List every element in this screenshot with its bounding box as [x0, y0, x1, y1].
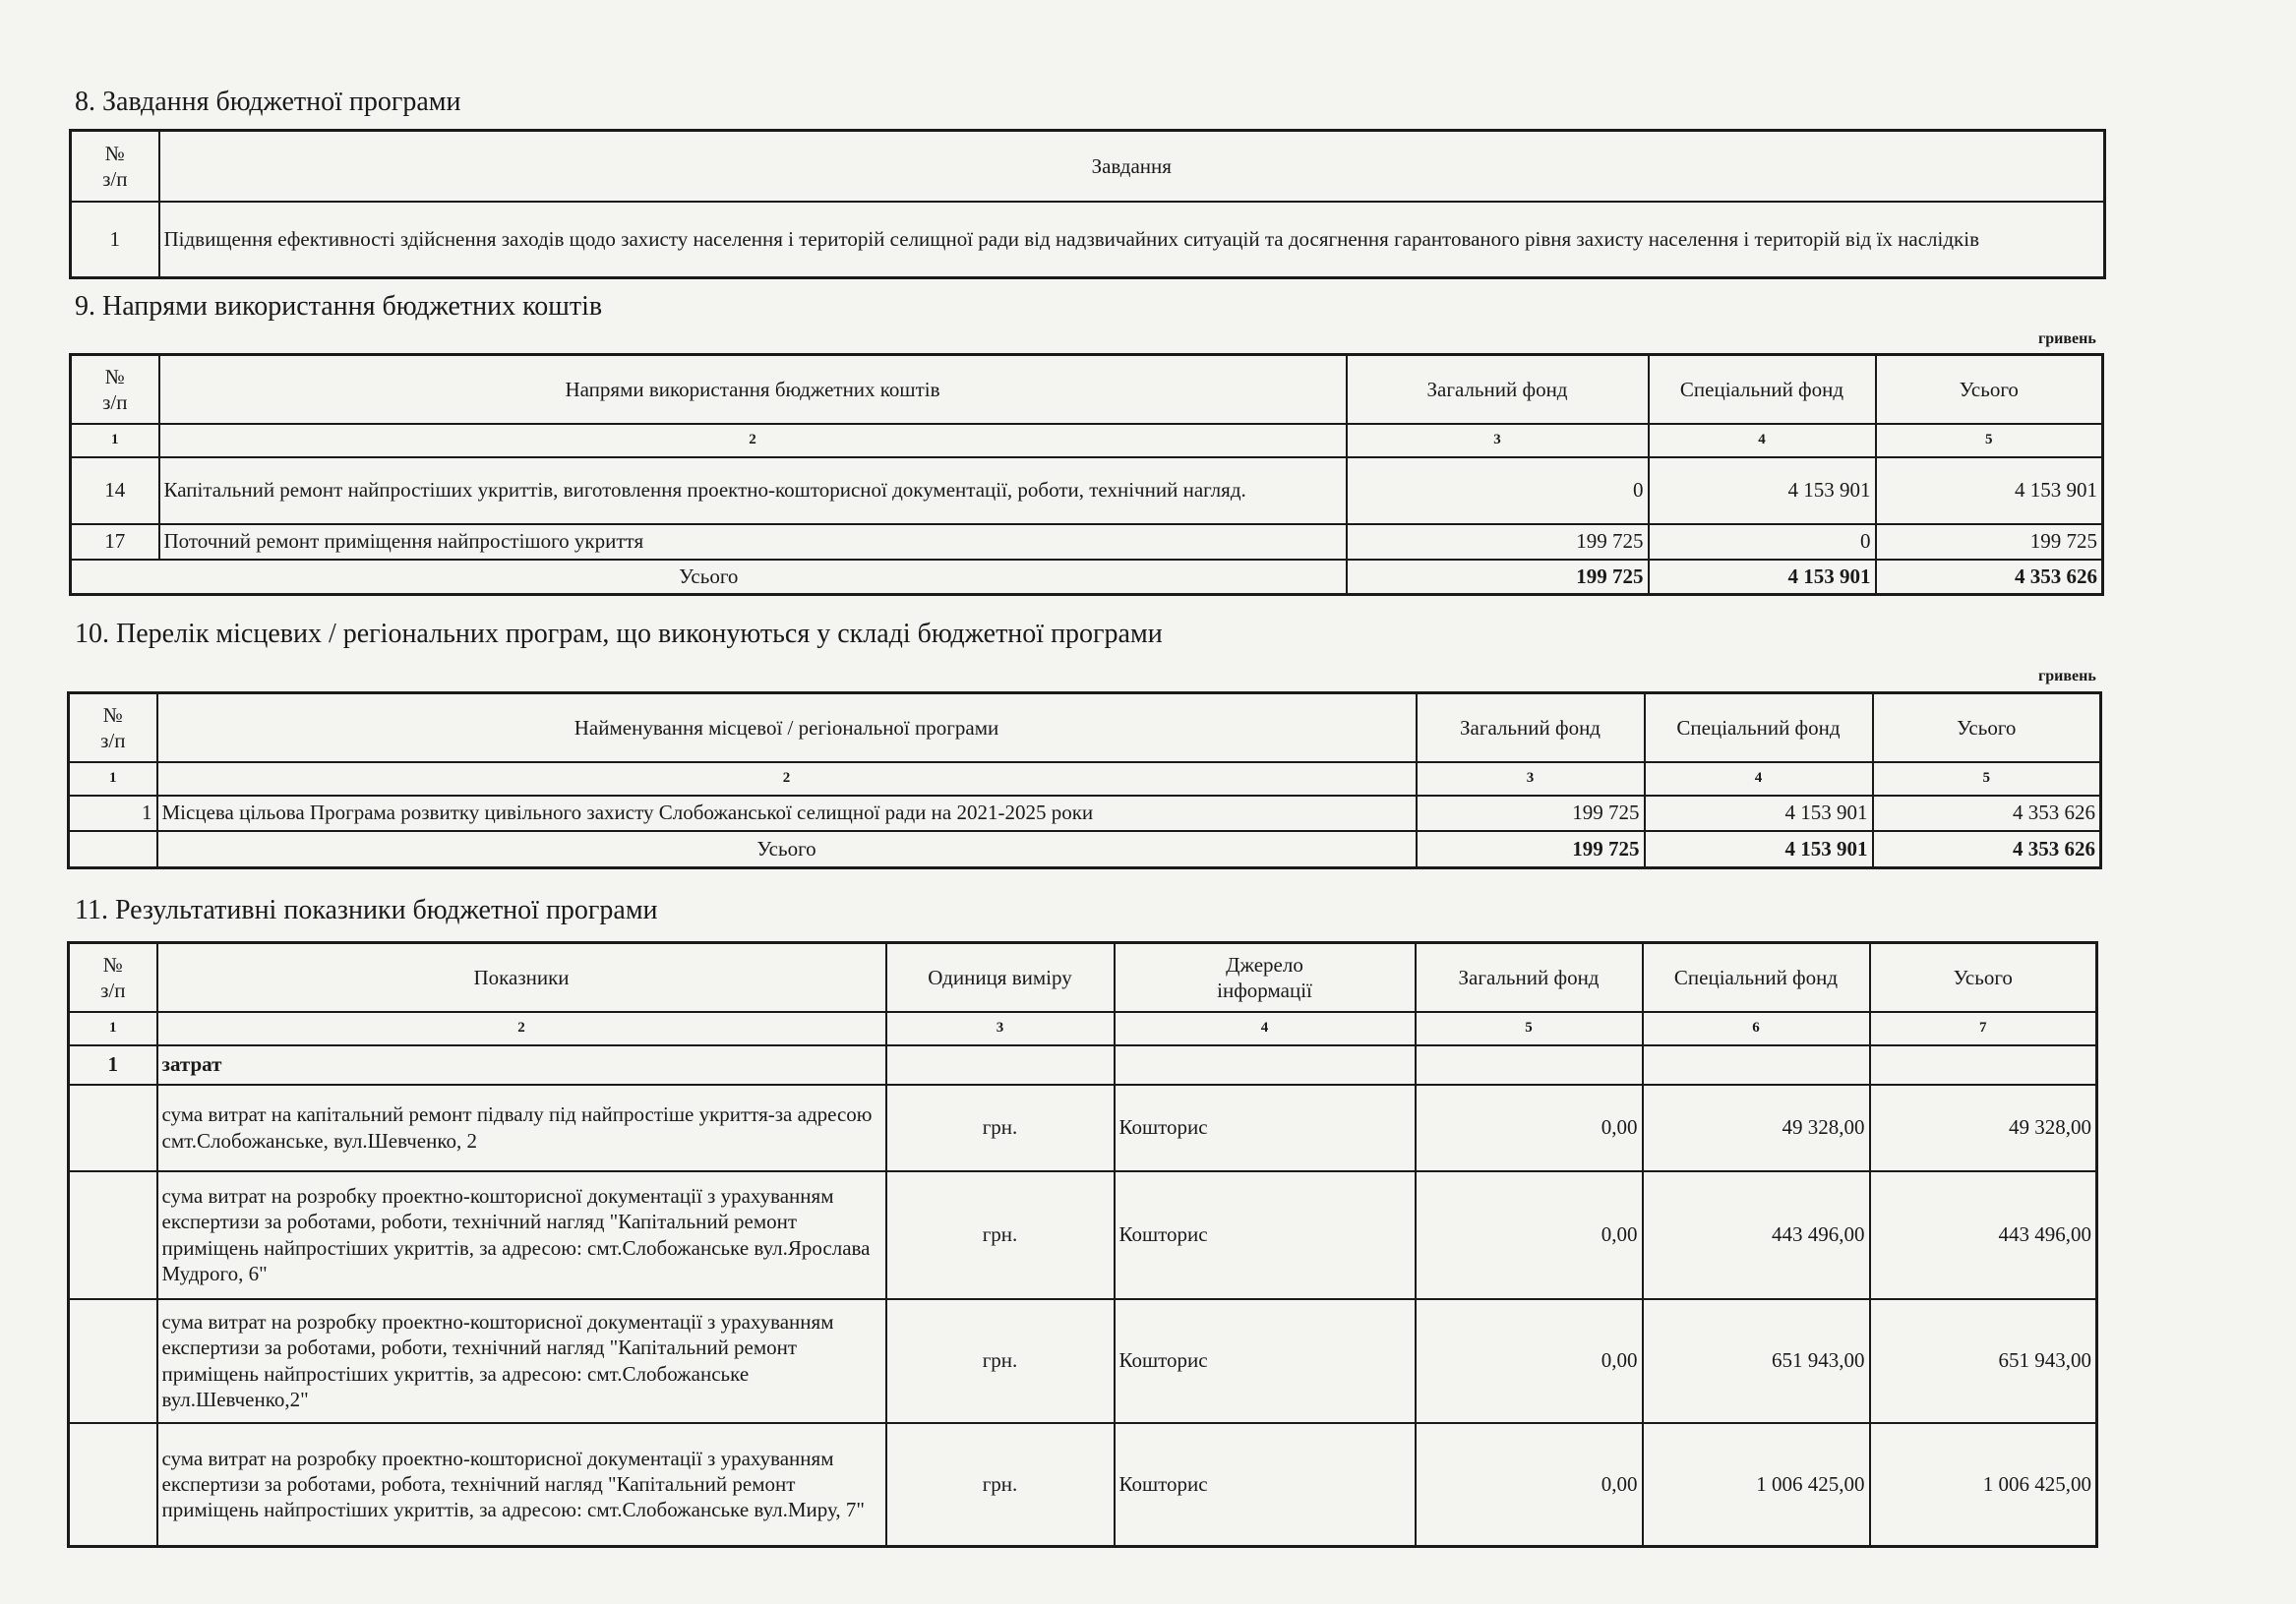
source-value: Кошторис — [1115, 1423, 1416, 1547]
total-row — [69, 831, 2101, 868]
budget-directions-table — [69, 353, 2104, 596]
performance-indicators-table — [67, 941, 2098, 1548]
col-index: 5 — [1876, 424, 2103, 457]
col-index: 1 — [71, 424, 159, 457]
section-11-title: 11. Результативні показники бюджетної програми — [75, 895, 658, 925]
total-special-fund: 4 153 901 — [1649, 560, 1876, 595]
header-num: № з/п — [69, 693, 157, 762]
col-index: 1 — [69, 1012, 157, 1045]
header-program-name: Найменування місцевої / регіональної програми — [157, 693, 1417, 762]
row-num: 14 — [71, 457, 159, 524]
table-row — [69, 796, 2101, 831]
col-index: 5 — [1416, 1012, 1643, 1045]
total-label: Усього — [157, 831, 1417, 868]
group-label: затрат — [157, 1045, 886, 1085]
row-num: 1 — [69, 796, 157, 831]
special-fund-value: 49 328,00 — [1643, 1085, 1870, 1171]
general-fund-value: 0 — [1347, 457, 1649, 524]
unit-value: грн. — [886, 1171, 1115, 1299]
total-value: 49 328,00 — [1870, 1085, 2097, 1171]
header-general-fund: Загальний фонд — [1416, 943, 1643, 1012]
total-value: 4 353 626 — [1873, 796, 2101, 831]
table-row — [71, 524, 2103, 560]
column-index-row — [69, 1012, 2097, 1045]
section-10-title: 10. Перелік місцевих / регіональних програм, що виконуються у складі бюджетної програми — [75, 619, 1163, 649]
special-fund-value: 4 153 901 — [1649, 457, 1876, 524]
total-general-fund: 199 725 — [1417, 831, 1645, 868]
indicator-text: сума витрат на розробку проектно-кошторисної документації з урахуванням експертизи за роботами, робота, технічний нагляд "Капітальний ремонт приміщень найпростіших укриттів, за адресою: смт.Слобожанське вул.Миру, 7" — [157, 1423, 886, 1547]
tasks-table — [69, 129, 2106, 279]
unit-value: грн. — [886, 1423, 1115, 1547]
unit-value: грн. — [886, 1299, 1115, 1423]
col-index: 1 — [69, 762, 157, 796]
group-row — [69, 1045, 2097, 1085]
general-fund-value: 199 725 — [1347, 524, 1649, 560]
header-total: Усього — [1876, 355, 2103, 424]
total-value: 1 006 425,00 — [1870, 1423, 2097, 1547]
direction-name: Поточний ремонт приміщення найпростішого укриття — [159, 524, 1347, 560]
table-row — [69, 1171, 2097, 1299]
header-indicator: Показники — [157, 943, 886, 1012]
header-num: № з/п — [71, 355, 159, 424]
general-fund-value: 0,00 — [1416, 1299, 1643, 1423]
table-row — [69, 1423, 2097, 1547]
indicator-text: сума витрат на розробку проектно-кошторисної документації з урахуванням експертизи за роботами, роботи, технічний нагляд "Капітальний ремонт приміщень найпростіших укриттів, за адресою: смт.Слобожанське вул.Ярослава Мудрого, 6" — [157, 1171, 886, 1299]
general-fund-value: 0,00 — [1416, 1423, 1643, 1547]
header-general-fund: Загальний фонд — [1417, 693, 1645, 762]
total-special-fund: 4 153 901 — [1645, 831, 1873, 868]
special-fund-value: 4 153 901 — [1645, 796, 1873, 831]
col-index: 4 — [1115, 1012, 1416, 1045]
unit-note: гривень — [2038, 330, 2096, 347]
total-row — [71, 560, 2103, 595]
unit-note: гривень — [2038, 668, 2096, 684]
col-index: 4 — [1649, 424, 1876, 457]
row-num: 17 — [71, 524, 159, 560]
section-9-title: 9. Напрями використання бюджетних коштів — [75, 291, 603, 322]
header-total: Усього — [1870, 943, 2097, 1012]
local-programs-table — [67, 691, 2102, 869]
total-value: 199 725 — [1876, 524, 2103, 560]
column-index-row — [71, 424, 2103, 457]
col-index: 2 — [157, 762, 1417, 796]
col-index: 6 — [1643, 1012, 1870, 1045]
source-value: Кошторис — [1115, 1171, 1416, 1299]
col-index: 7 — [1870, 1012, 2097, 1045]
header-special-fund: Спеціальний фонд — [1643, 943, 1870, 1012]
header-direction: Напрями використання бюджетних коштів — [159, 355, 1347, 424]
header-special-fund: Спеціальний фонд — [1649, 355, 1876, 424]
special-fund-value: 0 — [1649, 524, 1876, 560]
header-num: № з/п — [71, 131, 159, 202]
total-sum: 4 353 626 — [1876, 560, 2103, 595]
header-special-fund: Спеціальний фонд — [1645, 693, 1873, 762]
source-value: Кошторис — [1115, 1299, 1416, 1423]
header-general-fund: Загальний фонд — [1347, 355, 1649, 424]
total-value: 4 153 901 — [1876, 457, 2103, 524]
general-fund-value: 0,00 — [1416, 1171, 1643, 1299]
col-index: 2 — [157, 1012, 886, 1045]
row-num: 1 — [71, 202, 159, 278]
table-row — [71, 202, 2105, 278]
unit-value: грн. — [886, 1085, 1115, 1171]
general-fund-value: 0,00 — [1416, 1085, 1643, 1171]
header-task: Завдання — [159, 131, 2105, 202]
special-fund-value: 651 943,00 — [1643, 1299, 1870, 1423]
total-value: 651 943,00 — [1870, 1299, 2097, 1423]
general-fund-value: 199 725 — [1417, 796, 1645, 831]
total-value: 443 496,00 — [1870, 1171, 2097, 1299]
col-index: 4 — [1645, 762, 1873, 796]
col-index: 3 — [1417, 762, 1645, 796]
direction-name: Капітальний ремонт найпростіших укриттів, виготовлення проектно-кошторисної документації, роботи, технічний нагляд. — [159, 457, 1347, 524]
col-index: 2 — [159, 424, 1347, 457]
table-row — [69, 1085, 2097, 1171]
special-fund-value: 443 496,00 — [1643, 1171, 1870, 1299]
col-index: 5 — [1873, 762, 2101, 796]
indicator-text: сума витрат на розробку проектно-кошторисної документації з урахуванням експертизи за роботами, роботи, технічний нагляд "Капітальний ремонт приміщень найпростіших укриттів, за адресою: смт.Слобожанське вул.Шевченко,2" — [157, 1299, 886, 1423]
total-label: Усього — [71, 560, 1347, 595]
header-total: Усього — [1873, 693, 2101, 762]
header-unit: Одиниця виміру — [886, 943, 1115, 1012]
total-general-fund: 199 725 — [1347, 560, 1649, 595]
group-num: 1 — [69, 1045, 157, 1085]
indicator-text: сума витрат на капітальний ремонт підвалу під найпростіше укриття-за адресою смт.Слобожанське, вул.Шевченко, 2 — [157, 1085, 886, 1171]
header-source: Джерело інформації — [1115, 943, 1416, 1012]
table-row — [69, 1299, 2097, 1423]
header-num: № з/п — [69, 943, 157, 1012]
special-fund-value: 1 006 425,00 — [1643, 1423, 1870, 1547]
col-index: 3 — [1347, 424, 1649, 457]
total-sum: 4 353 626 — [1873, 831, 2101, 868]
column-index-row — [69, 762, 2101, 796]
task-text: Підвищення ефективності здійснення заходів щодо захисту населення і територій селищної ради від надзвичайних ситуацій та досягнення гарантованого рівня захисту населення і територій від їх наслідків — [159, 202, 2105, 278]
col-index: 3 — [886, 1012, 1115, 1045]
source-value: Кошторис — [1115, 1085, 1416, 1171]
program-name: Місцева цільова Програма розвитку цивільного захисту Слобожанської селищної ради на 2021-2025 роки — [157, 796, 1417, 831]
empty-cell — [69, 831, 157, 868]
section-8-title: 8. Завдання бюджетної програми — [75, 87, 461, 117]
table-row — [71, 457, 2103, 524]
